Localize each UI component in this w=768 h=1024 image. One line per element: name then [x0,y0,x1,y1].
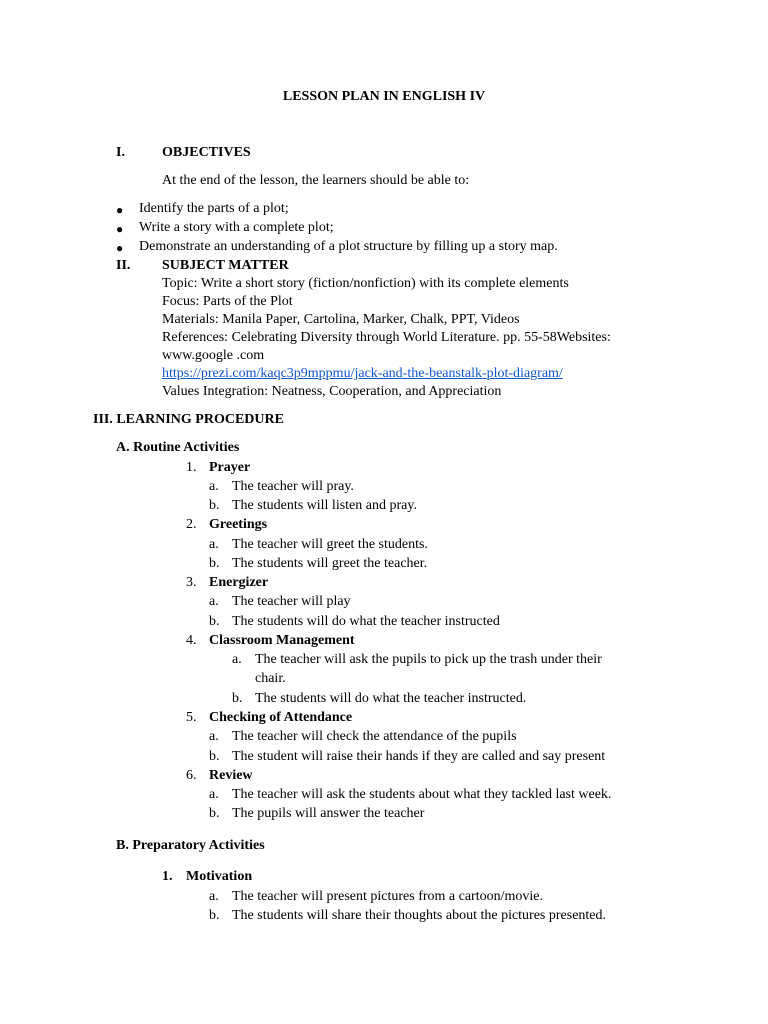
sub-text: The teacher will greet the students. [232,537,428,552]
sub-text: The students will greet the teacher. [232,556,428,571]
item-number: 2. [186,517,197,532]
item-title: Motivation [186,869,253,884]
item-number: 6. [186,768,197,783]
subject-topic: Topic: Write a short story (fiction/nonfiction) with its complete elements [162,276,569,291]
sub-letter: a. [232,652,242,667]
subject-website: www.google .com [162,348,265,363]
sub-text: The teacher will ask the pupils to pick up the trash under their [255,652,602,667]
subject-matter-numeral: II. [116,258,131,273]
item-title: Checking of Attendance [209,710,353,725]
sub-letter: a. [209,729,219,744]
sub-text: The teacher will check the attendance of the pupils [232,729,517,744]
reference-link[interactable]: https://prezi.com/kaqc3p9mppmu/jack-and-the-beanstalk-plot-diagram/ [162,366,563,381]
sub-text: The students will listen and pray. [232,498,417,513]
sub-text: The student will raise their hands if they are called and say present [232,749,606,764]
subject-values: Values Integration: Neatness, Cooperation, and Appreciation [162,384,502,399]
subject-references: References: Celebrating Diversity through World Literature. pp. 55-58Websites: [162,330,611,345]
item-number: 4. [186,633,197,648]
bullet-marker: ● [116,222,124,236]
routine-heading: A. Routine Activities [116,440,240,455]
objectives-numeral: I. [116,145,125,160]
item-number: 5. [186,710,197,725]
item-number: 1. [162,869,173,884]
bullet-marker: ● [116,241,124,255]
objectives-heading: OBJECTIVES [162,145,251,160]
sub-letter: b. [209,556,220,571]
sub-letter: b. [209,908,220,923]
preparatory-heading: B. Preparatory Activities [116,838,265,853]
sub-text: The teacher will ask the students about what they tackled last week. [232,787,612,802]
sub-text: The students will do what the teacher instructed. [255,691,527,706]
item-title: Greetings [209,517,268,532]
item-number: 1. [186,460,197,475]
sub-letter: a. [209,889,219,904]
objective-item: Identify the parts of a plot; [139,201,289,216]
bullet-marker: ● [116,203,124,217]
subject-focus: Focus: Parts of the Plot [162,294,293,309]
sub-text: The teacher will present pictures from a cartoon/movie. [232,889,543,904]
procedure-heading: III. LEARNING PROCEDURE [93,412,284,427]
sub-text: The pupils will answer the teacher [232,806,425,821]
sub-letter: b. [209,749,220,764]
sub-letter: b. [209,614,220,629]
objective-item: Write a story with a complete plot; [139,220,334,235]
sub-letter: b. [209,498,220,513]
sub-letter: a. [209,537,219,552]
sub-text: The students will share their thoughts about the pictures presented. [232,908,607,923]
item-title: Review [209,768,253,783]
item-title: Classroom Management [209,633,355,648]
subject-matter-heading: SUBJECT MATTER [162,258,289,273]
sub-text: The teacher will pray. [232,479,354,494]
item-title: Prayer [209,460,251,475]
sub-text: The teacher will play [232,594,351,609]
sub-letter: a. [209,479,219,494]
sub-letter: a. [209,787,219,802]
sub-letter: b. [209,806,220,821]
objectives-intro: At the end of the lesson, the learners should be able to: [162,173,470,188]
sub-letter: a. [209,594,219,609]
subject-materials: Materials: Manila Paper, Cartolina, Marker, Chalk, PPT, Videos [162,312,520,327]
sub-text: The students will do what the teacher instructed [232,614,500,629]
item-title: Energizer [209,575,269,590]
sub-letter: b. [232,691,243,706]
item-number: 3. [186,575,197,590]
sub-text-continued: chair. [255,671,286,686]
objective-item: Demonstrate an understanding of a plot structure by filling up a story map. [139,239,558,254]
page-title: LESSON PLAN IN ENGLISH IV [282,89,486,104]
